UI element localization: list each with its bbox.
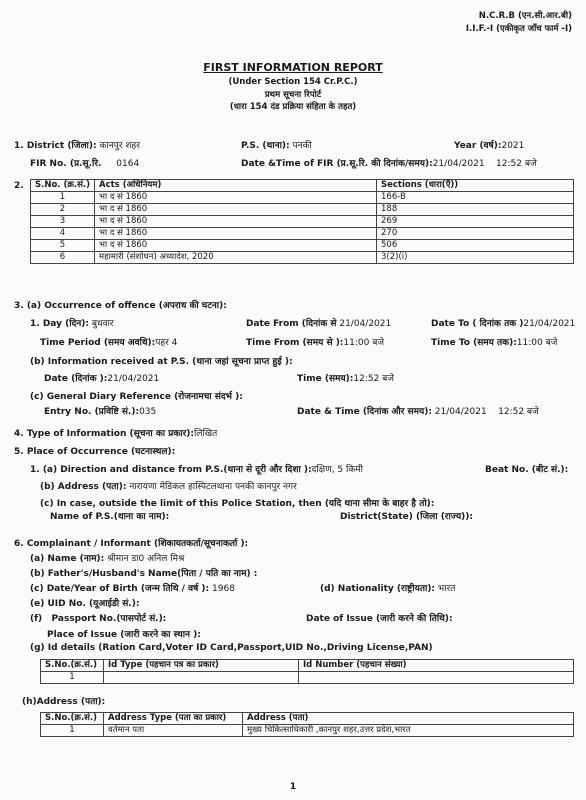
acts-section: 269 [377, 216, 574, 228]
district-row [14, 138, 140, 151]
outside-limit-label: (c) In case, outside the limit of this Police Station, then (यदि थाना सीमा के बाहर है तो): [40, 499, 435, 509]
report-under-section: (Under Section 154 Cr.P.C.) [228, 77, 358, 87]
complainant-name-row [30, 551, 184, 564]
gd-reference-heading: (c) General Diary Reference (रोजनामचा संदर्भ ): [30, 392, 243, 402]
address-type: वर्तमान पता [104, 725, 243, 737]
table-row [31, 240, 574, 252]
info-time-label: Time (समय): [297, 374, 354, 384]
time-to-label: Time To (समय तक): [431, 338, 517, 348]
dob-row [30, 581, 235, 594]
gd-datetime-row [297, 404, 539, 417]
acts-act: भा द सं 1860 [95, 192, 377, 204]
date-from-label: Date From (दिनांक से [246, 319, 337, 329]
fir-row [30, 156, 139, 169]
acts-act: भा द सं 1860 [95, 228, 377, 240]
table-row [31, 252, 574, 264]
acts-number: 2. [14, 181, 24, 191]
ps-label: P.S. (थाना): [241, 141, 290, 151]
gd-entry-value: 035 [139, 407, 157, 417]
acts-header-row [31, 180, 574, 192]
id-header-sno: S.No.(क्र.सं.) [41, 660, 104, 672]
complainant-name-label: (a) Name (नाम): [30, 554, 105, 564]
fir-datetime-row [241, 156, 537, 169]
acts-act: भा द सं 1860 [95, 240, 377, 252]
day-row [30, 316, 114, 329]
info-received-time-row [297, 371, 394, 384]
year-row [454, 138, 524, 151]
id-header-number: Id Number (पहचान संख्या) [299, 660, 574, 672]
complainant-name-value: श्रीमान डा0 अनिल मिश्र [107, 554, 185, 564]
address-label: (b) Address (पता): [40, 482, 127, 492]
gd-entry-label: Entry No. (प्रविष्टि सं.): [44, 407, 140, 417]
address-sno: 1 [41, 725, 104, 737]
acts-table [30, 179, 574, 264]
address-header-row [41, 713, 574, 725]
date-to-row [431, 316, 575, 329]
acts-act: भा द सं 1860 [95, 204, 377, 216]
id-details-table [40, 659, 574, 684]
uid-label: (e) UID No. (यूआईडी सं.): [30, 599, 140, 609]
dob-value: 1968 [212, 584, 235, 594]
direction-value: दक्षिण, 5 किमी [311, 465, 363, 475]
address-header-sno: S.No.(क्र.सं.) [41, 713, 104, 725]
fir-datetime-label: Date &Time of FIR (प्र.सू.रि. की दिनांक/समय): [241, 159, 433, 169]
acts-section: 166-B [377, 192, 574, 204]
acts-section: 270 [377, 228, 574, 240]
direction-label: 1. (a) Direction and distance from P.S.(थाना से दूरी और दिशा ): [30, 465, 312, 475]
fir-datetime-value: 21/04/2021 12:52 बजे [432, 159, 537, 169]
info-date-label: Date (दिनांक ): [44, 374, 108, 384]
ps-value: पनकी [292, 141, 312, 151]
other-ps-label: Name of P.S.(थाना का नाम): [50, 512, 170, 522]
info-received-heading: (b) Information received at P.S. (थाना जहां सूचना प्राप्त हुई ): [30, 357, 293, 367]
date-from-value: 21/04/2021 [339, 319, 392, 329]
issue-date-label: Date of Issue (जारी करने की तिथि): [306, 614, 453, 624]
id-type [104, 672, 299, 684]
report-title: FIRST INFORMATION REPORT [203, 61, 383, 74]
time-to-value: 11:00 बजे [516, 338, 558, 348]
id-sno: 1 [41, 672, 104, 684]
acts-act: भा द सं 1860 [95, 216, 377, 228]
issue-place-label: Place of Issue (जारी करने का स्थान ): [47, 630, 201, 640]
gd-datetime-value: 21/04/2021 12:52 बजे [434, 407, 539, 417]
id-number [299, 672, 574, 684]
info-type-row [14, 426, 217, 439]
dob-label: (c) Date/Year of Birth (जन्म तिथि / वर्ष ): [30, 584, 210, 594]
acts-header-sections: Sections (धारा(एँ)) [377, 180, 574, 192]
complainant-address-label: (h)Address (पता): [22, 697, 106, 707]
occurrence-heading: 3. (a) Occurrence of offence (अपराध की घटना): [14, 301, 227, 311]
nationality-row [320, 581, 455, 594]
ps-row [241, 138, 312, 151]
address-row [40, 479, 297, 492]
beat-label: Beat No. (बीट सं.): [485, 465, 569, 475]
place-occurrence-heading: 5. Place of Occurrence (घटनास्थल): [14, 447, 176, 457]
info-type-value: लिखित [194, 429, 218, 439]
acts-section: 188 [377, 204, 574, 216]
gd-entry-row [44, 404, 156, 417]
address-value-cell: मुख्य चिकित्साधिकारी ,कानपुर शहर,उत्तर प्रदेश,भारत [243, 725, 574, 737]
id-details-label: (g) Id details (Ration Card,Voter ID Card,Passport,UID No.,Driving License,PAN) [30, 643, 433, 653]
date-to-label: Date To ( दिनांक तक ) [431, 319, 524, 329]
time-from-value: 11:00 बजे [343, 338, 385, 348]
table-row [41, 672, 574, 684]
date-to-value: 21/04/2021 [523, 319, 576, 329]
info-date-value: 21/04/2021 [107, 374, 160, 384]
complainant-heading: 6. Complainant / Informant (शिकायतकर्ता/सूचनाकर्ता ): [14, 539, 249, 549]
id-header-type: Id Type (पहचान पत्र का प्रकार) [104, 660, 299, 672]
acts-act: महामारी (संशोधन) अध्यादेश, 2020 [95, 252, 377, 264]
day-value: बुधवार [91, 319, 114, 329]
time-from-row [246, 335, 384, 348]
gd-datetime-label: Date & Time (दिनांक और समय): [297, 407, 432, 417]
acts-sno: 4 [31, 228, 95, 240]
info-time-value: 12:52 बजे [353, 374, 394, 384]
acts-sno: 5 [31, 240, 95, 252]
address-table [40, 712, 574, 737]
nationality-label: (d) Nationality (राष्ट्रीयता): [320, 584, 436, 594]
report-title-hindi: प्रथम सूचना रिपोर्ट [264, 90, 322, 100]
time-period-value: पहर 4 [155, 338, 178, 348]
time-from-label: Time From (समय से ): [246, 338, 344, 348]
address-header-type: Address Type (पता का प्रकार) [104, 713, 243, 725]
page-number: 1 [289, 782, 297, 792]
acts-sno: 1 [31, 192, 95, 204]
address-value: नारायणा मेडिकल हास्पिटलथाना पनकी कानपुर नगर [129, 482, 297, 492]
address-header-address: Address (पता) [243, 713, 574, 725]
table-row [31, 216, 574, 228]
table-row [41, 725, 574, 737]
table-row [31, 204, 574, 216]
district-label: 1. District (जिला): [14, 141, 97, 151]
acts-sno: 3 [31, 216, 95, 228]
acts-section: 3(2)(i) [377, 252, 574, 264]
acts-section: 506 [377, 240, 574, 252]
form-label: I.I.F.-I (एकीकृत जाँच फार्म -I) [465, 24, 572, 34]
info-received-date-row [44, 371, 159, 384]
acts-header-acts: Acts (अधिनियम) [95, 180, 377, 192]
time-period-row [40, 335, 177, 348]
father-name-label: (b) Father's/Husband's Name(पिता / पति का नाम) : [30, 569, 258, 579]
day-label: 1. Day (दिन): [30, 319, 90, 329]
acts-sno: 2 [31, 204, 95, 216]
info-type-label: 4. Type of Information (सूचना का प्रकार): [14, 429, 195, 439]
year-label: Year (वर्ष): [454, 141, 502, 151]
acts-header-sno: S.No. (क्र.सं.) [31, 180, 95, 192]
time-to-row [431, 335, 557, 348]
ncrb-label: N.C.R.B (एन.सी.आर.बी) [478, 11, 572, 21]
fir-value: 0164 [116, 159, 140, 169]
other-district-label: District(State) (जिला (राज्य)): [340, 512, 474, 522]
acts-sno: 6 [31, 252, 95, 264]
year-value: 2021 [501, 141, 525, 151]
direction-row [30, 462, 363, 475]
date-from-row [246, 316, 391, 329]
district-value: कानपुर शहर [99, 141, 140, 151]
table-row [31, 192, 574, 204]
passport-label: (f) Passport No.(पासपोर्ट सं.): [30, 614, 167, 624]
time-period-label: Time Period (समय अवधि): [40, 338, 156, 348]
report-under-hindi: (धारा 154 दंड प्रक्रिया संहिता के तहत) [229, 102, 357, 112]
id-header-row [41, 660, 574, 672]
fir-label: FIR No. (प्र.सू.रि. [30, 159, 102, 169]
nationality-value: भारत [437, 584, 456, 594]
table-row [31, 228, 574, 240]
